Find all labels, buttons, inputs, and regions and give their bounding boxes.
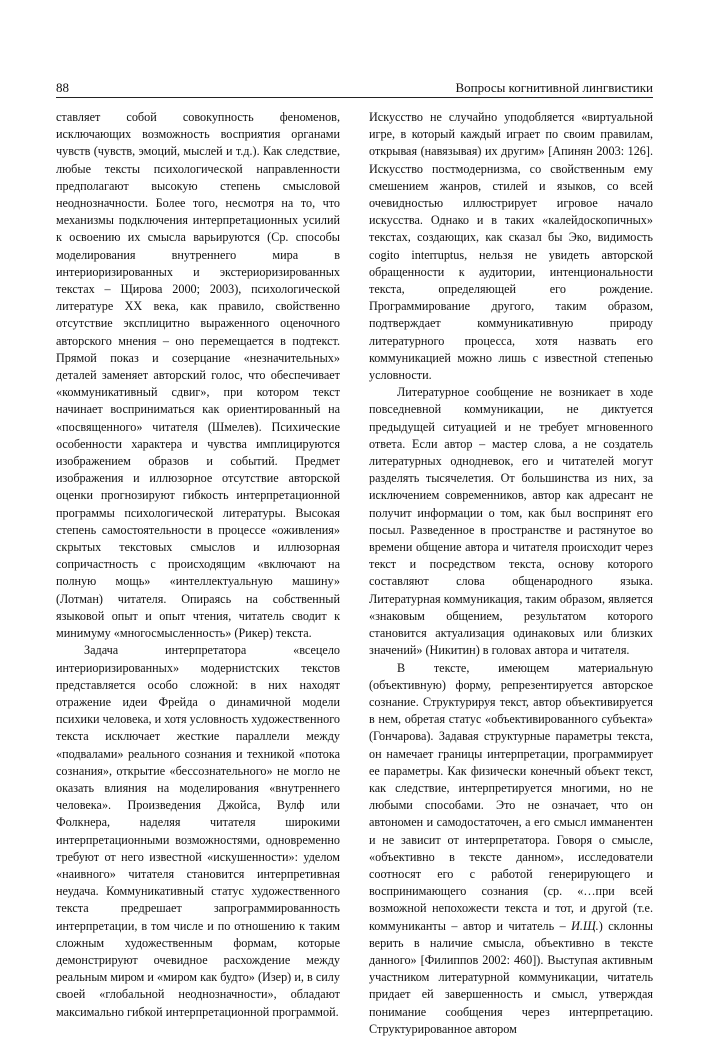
paragraph: Искусство не случайно уподобляется «виртуальной игре, в который каждый играет по своим правилам, открывая (навязывая) их другим» [Апинян 2003: 126]. Искусство постмодернизма, со свойственным ему смешением жанров, стилей и языков, со всей очевидностью иллюстрирует игровое начало искусства. Однако и в таких «калейдоскопичных» текстах, создающих, как сказал бы Эко, видимость cogito interruptus, нельзя не увидеть авторской обращенности к аудитории, интенциональности текста, определяющей его рождение. Программирование другого, таким образом, подтверждает коммуникативную природу литературного процесса, хотя назвать его коммуникацией можно лишь с известной степенью условности.: [369, 110, 653, 383]
running-header: [56, 80, 653, 96]
paragraph-text: В тексте, имеющем материальную (объективную) форму, репрезентируется авторское сознание. Структурируя текст, автор объективируется в нем, обретая статус «объективированного субъекта» (Гончарова). Задавая структурные параметры текста, он намечает границы интерпретации, программирует ее параметры. Как физически конечный объект текст, как следствие, интерпретируется многими, но не любыми способами. Это не означает, что он автономен и самодостаточен, а его смысл имманентен и не зависит от интерпретатора. Говоря о смысле, «объективно в тексте данном», исследователи соотносят его с работой генерирующего и воспринимающего сознания (ср. «…при всей возможной непохожести текста и тот, и другой (т.е. коммуниканты – автор и читатель –: [369, 660, 653, 933]
left-column: [56, 109, 340, 1019]
paragraph: ставляет собой совокупность феноменов, исключающих возможность восприятия органами чувств (чувств, эмоций, мыслей и т.д.). Как следствие, любые тексты психологической направленности предполагают высокую степень смысловой неоднозначности. Более того, несмотря на то, что механизмы подключения интерпретационных усилий к освоению их смысла варьируются (Ср. способы моделирования внутреннего мира в интериоризированных и экстериоризированных текстах – Щирова 2000; 2003), психологической литературе XX века, как правило, свойственно отсутствие эксплицитно выраженного оценочного авторского мнения – оно перемещается в подтекст. Прямой показ и созерцание «незначительных» деталей заменяет авторский голос, что обеспечивает «коммуникативный сдвиг», при котором текст начинает восприниматься как ориентированный на «посвященного» читателя (Шмелев). Психические особенности характера и чувства имплицируются изображением образов и событий. Предмет изображения и иллюзорное отсутствие авторской оценки прогнозируют гибкость интерпретационной программы психологической литературы. Высокая степень самостоятельности в процессе «оживления» скрытых текстовых смыслов и иллюзорная сопричастность с происходящим «включают на полную мощь» «интеллектуальную машину» (Лотман) читателя. Опираясь на собственный языковой опыт и опыт чтения, читатель сводит к минимуму «многосмысленность» (Рикер) текста.: [56, 110, 340, 641]
paragraph: Задача интерпретатора «всецело интериоризированных» модернистских текстов представляется особо сложной: в них находят отражение идеи Фрейда о динамичной модели психики человека, и хотя условность художественного текста исключает жесткие параллели между «подвалами» реального сознания и техникой «потока сознания», открытие «бессознательного» не могло не оказать влияния на моделирования «внутреннего человека». Произведения Джойса, Вулф или Фолкнера, наделяя читателя широкими интерпретационными возможностями, одновременно требуют от него известной «искушенности»: уделом «наивного» читателя становится интерпретивная неудача. Коммуникативный статус художественного текста предрешает запрограммированность интерпретации, в том числе и по отношению к таким сложным художественным формам, которые демонстрируют очевидное расхождение между реальным миром и «миром как будто» (Изер) и, в силу своей «глобальной неоднозначности», обладают максимально гибкой интерпретационной программой.: [56, 643, 340, 1019]
author-initials: И.Щ.: [571, 918, 599, 933]
right-column: [369, 109, 653, 1036]
header-rule: [56, 97, 653, 98]
paragraph: [369, 660, 653, 1038]
page-number: 88: [56, 80, 69, 95]
paragraph-text: ) склонны верить в наличие смысла, объективно в тексте данного» [Филиппов 2002: 460]). Выступая активным участником литературной коммуникации, читатель придает ей завершенность и смысл, утверждая понимание сообщения через интерпретацию. Структурированное автором: [369, 918, 653, 1036]
paragraph: Литературное сообщение не возникает в ходе повседневной коммуникации, не диктуется предыдущей ситуацией и не требует мгновенного ответа. Если автор – мастер слова, а не создатель литературных однодневок, его и читателей могут разделять тысячелетия. От большинства из них, за исключением современников, автор как адресант не получит информации о том, как был воспринят его посыл. Разведенное в пространстве и растянутое во времени общение автора и читателя происходит через текст и посредством текста, основу которого составляют слова общенародного языка. Литературная коммуникация, таким образом, является «знаковым общением, результатом которого становится актуализация одинаковых или близких значений» (Никитин) в головах автора и читателя.: [369, 385, 653, 658]
journal-title: Вопросы когнитивной лингвистики: [455, 80, 653, 95]
